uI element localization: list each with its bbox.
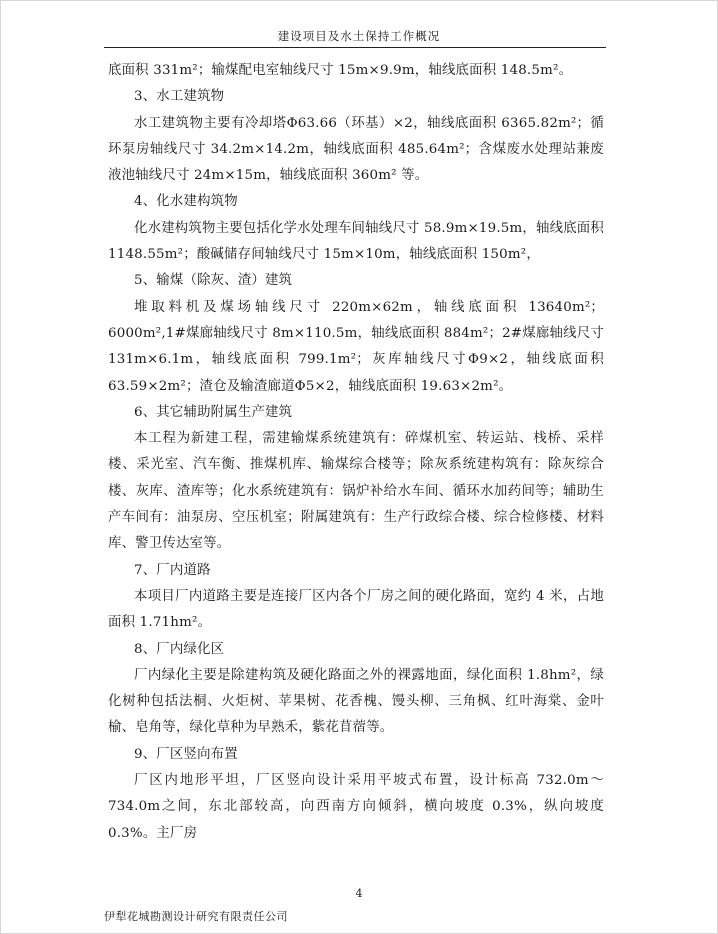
section-heading: 5、输煤（除灰、渣）建筑 [134,273,293,289]
paragraph: 化水建构筑物主要包括化学水处理车间轴线尺寸 58.9m×19.5m，轴线底面积 1148.55m²；酸碱储存间轴线尺寸 15m×10m，轴线底面积 150m²， [108,220,604,263]
paragraph: 堆取料机及煤场轴线尺寸 220m×62m，轴线底面积 13640m²；6000m²,1#煤廊轴线尺寸 8m×110.5m，轴线底面积 884m²；2#煤廊轴线尺寸 131m×6.1m，轴线底面积 799.1m²；灰库轴线尺寸Φ9×2，轴线底面积 63.59×2m²；渣仓及输渣廊道Φ5×2，轴线底面积 19.63×2m²。 [108,299,604,394]
section-heading: 7、厂内道路 [134,562,211,578]
section-heading: 8、厂内绿化区 [134,641,225,657]
page-header-title: 建设项目及水土保持工作概况 [277,29,441,43]
page-number: 4 [355,887,363,900]
document-body [108,58,604,847]
paragraph: 本工程为新建工程，需建输煤系统建筑有：碎煤机室、转运站、栈桥、采样楼、采光室、汽车衡、推煤机库、输煤综合楼等；除灰系统建构筑有：除灰综合楼、灰库、渣库等；化水系统建筑有：锅炉补给水车间、循环水加药间等；辅助生产车间有：油泵房、空压机室；附属建筑有：生产行政综合楼、综合检修楼、材料库、警卫传达室等。 [108,431,604,552]
footer-company-name: 伊犁花城勘测设计研究有限责任公司 [104,910,288,923]
paragraph: 水工建筑物主要有冷却塔Φ63.66（环基）×2，轴线底面积 6365.82m²；循环泵房轴线尺寸 34.2m×14.2m，轴线底面积 485.64m²；含煤废水处理站兼废液池轴线尺寸 24m×15m，轴线底面积 360m² 等。 [108,115,604,184]
paragraph-continuation: 底面积 331m²；输煤配电室轴线尺寸 15m×9.9m，轴线底面积 148.5m²。 [108,63,573,78]
section-heading: 3、水工建筑物 [134,89,225,105]
header-divider [104,47,606,48]
paragraph: 本项目厂内道路主要是连接厂区内各个厂房之间的硬化路面，宽约 4 米，占地面积 1.71hm²。 [108,588,604,631]
paragraph: 厂区内地形平坦，厂区竖向设计采用平坡式布置，设计标高 732.0m～734.0m之间，东北部较高，向西南方向倾斜，横向坡度 0.3%，纵向坡度 0.3%。主厂房 [108,773,604,841]
section-heading: 9、厂区竖向布置 [134,746,238,762]
section-heading: 4、化水建构筑物 [134,194,238,210]
section-heading: 6、其它辅助附属生产建筑 [134,404,293,420]
paragraph: 厂内绿化主要是除建构筑及硬化路面之外的裸露地面，绿化面积 1.8hm²，绿化树种包括法桐、火炬树、苹果树、花香槐、馒头柳、三角枫、红叶海棠、金叶榆、皂角等，绿化草种为早熟禾，紫花苜蓿等。 [108,667,604,736]
